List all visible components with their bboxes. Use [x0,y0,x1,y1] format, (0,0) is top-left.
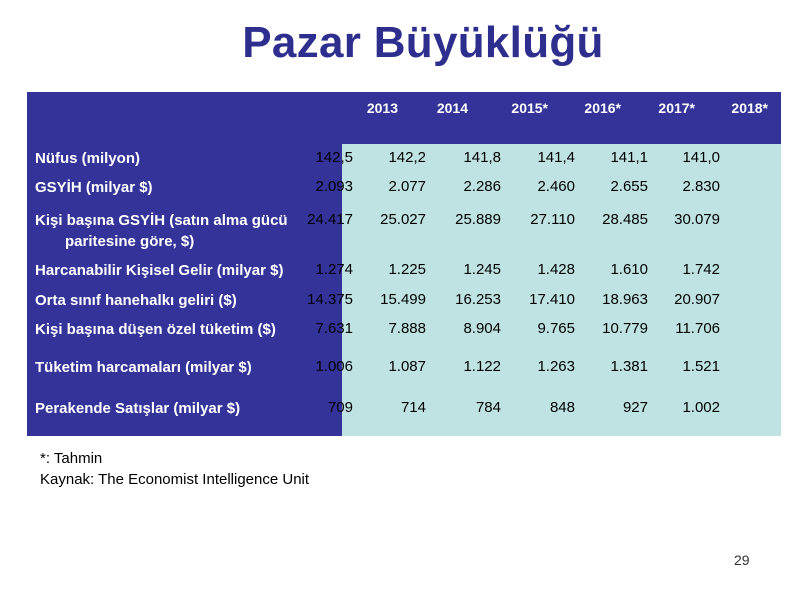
cell-value: 17.410 [529,291,575,308]
footnote-source: Kaynak: The Economist Intelligence Unit [40,471,310,488]
cell-value: 1.225 [388,261,426,278]
cell-value: 1.006 [315,358,353,375]
cell-value: 1.428 [537,261,575,278]
cell-value: 28.485 [602,211,648,228]
cell-value: 714 [400,399,426,416]
cell-value: 1.274 [315,261,353,278]
cell-value: 7.888 [388,320,426,337]
cell-value: 2.460 [537,178,575,195]
header-year-2016: 2016* [584,100,621,116]
cell-value: 1.742 [682,261,720,278]
cell-value: 927 [622,399,648,416]
cell-value: 2.286 [463,178,501,195]
row-label-middle-class-income: Orta sınıf hanehalkı geliri ($) [35,292,237,309]
header-year-2015: 2015* [511,100,548,116]
cell-value: 27.110 [530,211,575,228]
cell-value: 9.765 [537,320,575,337]
cell-value: 30.079 [674,211,720,228]
cell-value: 141,0 [682,149,720,166]
cell-value: 142,2 [388,149,426,166]
cell-value: 20.907 [674,291,720,308]
cell-value: 2.655 [610,178,648,195]
row-label-private-consumption: Kişi başına düşen özel tüketim ($) [35,321,276,338]
cell-value: 1.245 [463,261,501,278]
cell-value: 142,5 [315,149,353,166]
cell-value: 7.631 [315,320,353,337]
header-year-2017: 2017* [658,100,695,116]
row-label-gdp-per-capita-line2: paritesine göre, $) [65,233,195,250]
cell-value: 1.263 [537,358,575,375]
slide-title: Pazar Büyüklüğü [242,18,604,67]
cell-value: 24.417 [307,211,353,228]
footnote [40,448,309,490]
market-size-table [27,92,781,436]
cell-value: 1.610 [610,261,648,278]
page-number: 29 [734,552,750,568]
cell-value: 141,8 [463,149,501,166]
cell-value: 141,4 [537,149,575,166]
cell-value: 18.963 [602,291,648,308]
cell-value: 10.779 [602,320,648,337]
cell-value: 1.087 [388,358,426,375]
cell-value: 2.077 [388,178,426,195]
row-label-consumer-spending: Tüketim harcamaları (milyar $) [35,359,252,376]
cell-value: 25.027 [380,211,426,228]
cell-value: 1.381 [610,358,648,375]
row-label-retail-sales: Perakende Satışlar (milyar $) [35,400,241,417]
cell-value: 848 [549,399,575,416]
cell-value: 25.889 [455,211,501,228]
header-year-2014: 2014 [436,100,468,116]
cell-value: 2.830 [682,178,720,195]
cell-value: 8.904 [463,320,501,337]
cell-value: 141,1 [610,149,648,166]
cell-value: 1.002 [682,399,720,416]
cell-value: 11.706 [675,320,720,337]
cell-value: 15.499 [380,291,426,308]
row-label-gdp-per-capita [35,210,288,252]
header-year-2018: 2018* [731,100,768,116]
header-year-2013: 2013 [366,100,398,116]
cell-value: 16.253 [455,291,501,308]
cell-value: 14.375 [307,291,353,308]
cell-value: 784 [475,399,501,416]
row-label-population: Nüfus (milyon) [35,150,140,167]
cell-value: 2.093 [315,178,353,195]
footnote-estimate: *: Tahmin [40,450,103,467]
cell-value: 709 [327,399,353,416]
row-label-gdp: GSYİH (milyar $) [35,179,153,196]
row-label-gdp-per-capita-line1: Kişi başına GSYİH (satın alma gücü [35,212,288,229]
cell-value: 1.521 [682,358,720,375]
row-label-disposable-income: Harcanabilir Kişisel Gelir (milyar $) [35,262,284,279]
cell-value: 1.122 [463,358,501,375]
